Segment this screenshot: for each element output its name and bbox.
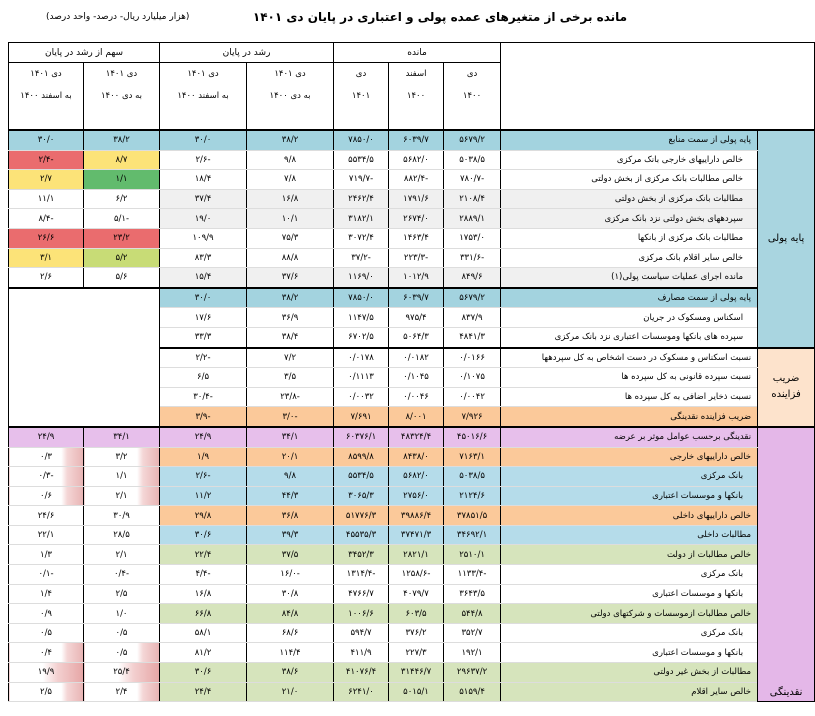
- balance-cell: ۰/۰۱۸۲: [389, 348, 444, 368]
- share-dey-cell: ۵/۲: [84, 248, 160, 268]
- table-row: [9, 584, 815, 604]
- share-dey-cell: ۱/۰: [84, 604, 160, 624]
- share-dey-cell: ۲۳/۲: [84, 228, 160, 248]
- balance-cell: ۳۴۶۹۲/۱: [444, 525, 501, 545]
- growth-cell: -۲/۶: [160, 467, 247, 487]
- balance-cell: ۳۱۸۲/۱: [334, 209, 389, 229]
- growth-cell: ۳۷/۵: [247, 545, 334, 565]
- growth-cell: ۹/۸: [247, 467, 334, 487]
- balance-cell: ۳۱۴۴۶/۷: [389, 663, 444, 683]
- balance-cell: ۰/۱۰۷۵: [444, 368, 501, 388]
- share-esf-cell: ۲۲/۱: [9, 525, 84, 545]
- share-esf-cell: ۳/۱: [9, 248, 84, 268]
- row-label: بانکها و موسسات اعتباری: [501, 486, 758, 506]
- share-dey-cell: ۲۸/۵: [84, 525, 160, 545]
- growth-cell: ۸۳/۳: [160, 248, 247, 268]
- share-esf-cell: -۲/۴: [9, 150, 84, 170]
- share-dey-cell: ۳۴/۱: [84, 427, 160, 447]
- balance-cell: ۶۰۳/۵: [389, 604, 444, 624]
- balance-cell: ۱۱۴۷/۵: [334, 308, 389, 328]
- balance-cell: ۰/۱۱۱۳: [334, 368, 389, 388]
- balance-cell: ۳۰۷۲/۴: [334, 228, 389, 248]
- share-esf-cell: ۰/۳: [9, 447, 84, 467]
- row-label: بانکها و موسسات اعتباری: [501, 643, 758, 663]
- growth-header: رشد در پایان: [160, 43, 334, 63]
- balance-cell: -۲۲۳/۳: [389, 248, 444, 268]
- row-label: بانک مرکزی: [501, 565, 758, 585]
- balance-cell: ۲۱۰۸/۴: [444, 189, 501, 209]
- share-esf-cell: -۰/۳: [9, 467, 84, 487]
- row-label: اسکناس ومسکوک در جریان: [501, 308, 758, 328]
- balance-cell: ۲۸۸۹/۱: [444, 209, 501, 229]
- balance-cell: ۵۶۸۲/۰: [389, 150, 444, 170]
- growth-cell: ۳۰/۶: [160, 525, 247, 545]
- balance-cell: ۷/۹۲۶: [444, 407, 501, 427]
- balance-cell: ۵۶۷۹/۲: [444, 130, 501, 150]
- table-row: [9, 663, 815, 683]
- share-esf-cell: ۲/۷: [9, 170, 84, 190]
- table-row: [9, 268, 815, 288]
- balance-cell: ۲۵۱۰/۱: [444, 545, 501, 565]
- balance-cell: ۱۰۰۶/۶: [334, 604, 389, 624]
- share-esf-cell: ۰/۶: [9, 486, 84, 506]
- balance-cell: -۳۳۱/۶: [444, 248, 501, 268]
- bal-year-esf: ۱۴۰۰: [389, 85, 444, 107]
- balance-cell: ۳۰۶۵/۳: [334, 486, 389, 506]
- table-row: [9, 130, 815, 150]
- share-dey-cell: ۲/۱: [84, 486, 160, 506]
- balance-cell: ۷۸۵۰/۰: [334, 130, 389, 150]
- balance-cell: ۳۴۵۲/۳: [334, 545, 389, 565]
- balance-cell: ۴۱۱/۹: [334, 643, 389, 663]
- growth-cell: -۲/۶: [160, 150, 247, 170]
- table-row: [9, 565, 815, 585]
- balance-cell: ۳۷۸۵۱/۵: [444, 506, 501, 526]
- balance-cell: ۲۷۵۶/۰: [389, 486, 444, 506]
- row-label: ضریب فزاینده نقدینگی: [501, 407, 758, 427]
- balance-cell: ۰/۰۰۳۲: [334, 387, 389, 407]
- category-base: پایه پولی: [758, 130, 815, 348]
- growth-cell: ۵۸/۱: [160, 623, 247, 643]
- growth-col-esf: دی ۱۴۰۱: [160, 63, 247, 86]
- share-dey-cell: ۶/۲: [84, 189, 160, 209]
- growth-cell: ۸۸/۸: [247, 248, 334, 268]
- table-row: [9, 467, 815, 487]
- row-label: بانک مرکزی: [501, 623, 758, 643]
- row-label: بانکها و موسسات اعتباری: [501, 584, 758, 604]
- share-dey-cell: ۲۵/۴: [84, 663, 160, 683]
- balance-cell: ۵۰۶۴/۳: [389, 327, 444, 347]
- share-sub-dey: به دی ۱۴۰۰: [84, 85, 160, 107]
- page-title: مانده برخی از متغیرهای عمده پولی و اعتباری در پایان دی ۱۴۰۱: [252, 10, 628, 24]
- balance-cell: ۱۷۹۱/۶: [389, 189, 444, 209]
- growth-cell: ۳۳/۳: [160, 327, 247, 347]
- growth-cell: ۱۰۹/۹: [160, 228, 247, 248]
- growth-cell: ۳۶/۹: [247, 308, 334, 328]
- balance-cell: ۲۶۷۴/۰: [389, 209, 444, 229]
- row-label: مطالبات بانک مرکزی از بخش دولتی: [501, 189, 758, 209]
- row-label: سپردههای بخش دولتی نزد بانک مرکزی: [501, 209, 758, 229]
- share-dey-cell: -۰/۴: [84, 565, 160, 585]
- growth-cell: ۱۹/۰: [160, 209, 247, 229]
- growth-cell: ۸۱/۲: [160, 643, 247, 663]
- growth-cell: ۲۴/۹: [160, 427, 247, 447]
- balance-cell: ۳۷۶/۲: [389, 623, 444, 643]
- table-row: [9, 545, 815, 565]
- monetary-table: [8, 42, 815, 702]
- category-liq: نقدینگی: [758, 427, 815, 702]
- balance-cell: ۲۲۷/۳: [389, 643, 444, 663]
- balance-cell: -۸۸۲/۴: [389, 170, 444, 190]
- growth-cell: ۱۶/۸: [160, 584, 247, 604]
- row-label: پایه پولی از سمت منابع: [501, 130, 758, 150]
- balance-cell: ۱۹۲/۱: [444, 643, 501, 663]
- growth-cell: ۲۴/۴: [160, 682, 247, 702]
- growth-cell: ۱۱۴/۴: [247, 643, 334, 663]
- growth-cell: -۲/۲: [160, 348, 247, 368]
- growth-cell: -۱۶/۰: [247, 565, 334, 585]
- row-label: مطالبات داخلی: [501, 525, 758, 545]
- growth-cell: ۲۲/۴: [160, 545, 247, 565]
- share-esf-cell: -۰/۱: [9, 565, 84, 585]
- balance-cell: ۱۷۵۳/۰: [444, 228, 501, 248]
- balance-cell: ۵۹۴/۷: [334, 623, 389, 643]
- table-row: [9, 189, 815, 209]
- balance-cell: ۴۱۰۷۶/۴: [334, 663, 389, 683]
- share-dey-cell: ۲/۵: [84, 584, 160, 604]
- growth-cell: ۱۷/۶: [160, 308, 247, 328]
- growth-cell: ۳۸/۴: [247, 327, 334, 347]
- row-label: مانده اجرای عملیات سیاست پولی(۱): [501, 268, 758, 288]
- row-label: خالص مطالبات از دولت: [501, 545, 758, 565]
- table-row: [9, 486, 815, 506]
- growth-cell: ۳۸/۲: [247, 130, 334, 150]
- balance-cell: ۲۱۲۴/۶: [444, 486, 501, 506]
- balance-cell: ۰/۰۰۴۲: [444, 387, 501, 407]
- balance-cell: ۵۴۴/۸: [444, 604, 501, 624]
- share-esf-cell: ۱/۳: [9, 545, 84, 565]
- balance-cell: -۷۸۰/۷: [444, 170, 501, 190]
- table-row: [9, 228, 815, 248]
- row-label: خالص داراییهای خارجی بانک مرکزی: [501, 150, 758, 170]
- growth-cell: ۲۹/۸: [160, 506, 247, 526]
- table-row: [9, 209, 815, 229]
- share-esf-cell: ۲۴/۶: [9, 506, 84, 526]
- growth-cell: ۳۷/۶: [247, 268, 334, 288]
- table-row: [9, 525, 815, 545]
- balance-cell: ۲۸۲۱/۱: [389, 545, 444, 565]
- balance-cell: ۸۴۹/۶: [444, 268, 501, 288]
- share-esf-cell: ۲/۵: [9, 682, 84, 702]
- balance-cell: ۲۴۶۲/۴: [334, 189, 389, 209]
- bal-col-1400: دی: [444, 63, 501, 86]
- balance-cell: ۶۰۳۹/۷: [389, 288, 444, 308]
- balance-cell: ۵۱۵۹/۴: [444, 682, 501, 702]
- growth-cell: -۴/۴: [160, 565, 247, 585]
- growth-cell: ۳۸/۲: [247, 288, 334, 308]
- share-esf-cell: ۲/۶: [9, 268, 84, 288]
- balance-cell: ۴۵۰۱۶/۶: [444, 427, 501, 447]
- share-dey-cell: ۳۸/۲: [84, 130, 160, 150]
- row-label: خالص مطالبات بانک مرکزی از بخش دولتی: [501, 170, 758, 190]
- row-label: نسبت سپرده قانونی به کل سپرده ها: [501, 368, 758, 388]
- growth-cell: -۳۰/۴: [160, 387, 247, 407]
- growth-cell: ۷۵/۳: [247, 228, 334, 248]
- growth-cell: -۳/۰: [247, 407, 334, 427]
- row-label: خالص داراییهای داخلی: [501, 506, 758, 526]
- table-row: [9, 447, 815, 467]
- balance-cell: ۲۹۶۳۷/۲: [444, 663, 501, 683]
- bal-col-esf: اسفند: [389, 63, 444, 86]
- share-esf-cell: ۳۰/۰: [9, 130, 84, 150]
- growth-cell: ۳۰/۰: [160, 288, 247, 308]
- balance-cell: ۵۶۷۹/۲: [444, 288, 501, 308]
- share-esf-cell: -۸/۴: [9, 209, 84, 229]
- share-dey-cell: ۱/۱: [84, 170, 160, 190]
- balance-cell: ۸۵۹۹/۸: [334, 447, 389, 467]
- balance-cell: ۶۷۰۲/۵: [334, 327, 389, 347]
- balance-cell: -۱۱۳۳/۴: [444, 565, 501, 585]
- growth-cell: ۷/۸: [247, 170, 334, 190]
- row-label: پایه پولی از سمت مصارف: [501, 288, 758, 308]
- balance-cell: ۴۵۵۳۵/۳: [334, 525, 389, 545]
- balance-cell: ۵۰۱۵/۱: [389, 682, 444, 702]
- growth-cell: ۹/۸: [247, 150, 334, 170]
- row-label: نسبت اسکناس و مسکوک در دست اشخاص به کل سپردهها: [501, 348, 758, 368]
- share-dey-cell: ۸/۷: [84, 150, 160, 170]
- share-dey-cell: -۵/۱: [84, 209, 160, 229]
- balance-cell: ۰/۰۰۴۶: [389, 387, 444, 407]
- growth-cell: ۱۶/۸: [247, 189, 334, 209]
- balance-cell: ۳۶۴۳/۵: [444, 584, 501, 604]
- share-dey-cell: ۳/۲: [84, 447, 160, 467]
- balance-cell: ۳۹۸۸۶/۴: [389, 506, 444, 526]
- bal-year-1400: ۱۴۰۰: [444, 85, 501, 107]
- balance-cell: ۳۵۲/۷: [444, 623, 501, 643]
- growth-cell: ۱۵/۴: [160, 268, 247, 288]
- balance-cell: ۴۷۶۶/۷: [334, 584, 389, 604]
- balance-cell: ۷/۶۹۱: [334, 407, 389, 427]
- category-mult: ضریب فزاینده: [758, 348, 815, 427]
- balance-cell: ۷۸۵۰/۰: [334, 288, 389, 308]
- share-esf-cell: ۱۹/۹: [9, 663, 84, 683]
- balance-cell: ۶۰۳۹/۷: [389, 130, 444, 150]
- share-dey-cell: ۲/۱: [84, 545, 160, 565]
- balance-cell: ۹۷۵/۴: [389, 308, 444, 328]
- table-row: [9, 623, 815, 643]
- table-row: [9, 427, 815, 447]
- table-row: [9, 288, 815, 308]
- row-label: مطالبات از بخش غیر دولتی: [501, 663, 758, 683]
- balance-cell: ۴۸۴۱/۳: [444, 327, 501, 347]
- balance-cell: ۴۰۷۹/۷: [389, 584, 444, 604]
- row-label: سپرده های بانکها وموسسات اعتباری نزد بانک مرکزی: [501, 327, 758, 347]
- balance-cell: ۸۴۳۸/۰: [389, 447, 444, 467]
- bal-year-1401: ۱۴۰۱: [334, 85, 389, 107]
- growth-cell: ۳/۵: [247, 368, 334, 388]
- growth-cell: ۱۸/۴: [160, 170, 247, 190]
- share-esf-cell: ۲۶/۶: [9, 228, 84, 248]
- balance-cell: ۵۶۸۲/۰: [389, 467, 444, 487]
- share-dey-cell: ۳۰/۹: [84, 506, 160, 526]
- growth-cell: ۲۱/۰: [247, 682, 334, 702]
- balance-cell: ۸/۰۰۱: [389, 407, 444, 427]
- growth-cell: ۱۰/۱: [247, 209, 334, 229]
- share-header: سهم از رشد در پایان: [9, 43, 160, 63]
- share-dey-cell: ۱/۱: [84, 467, 160, 487]
- balance-cell: ۷۱۶۳/۱: [444, 447, 501, 467]
- growth-cell: ۴۴/۳: [247, 486, 334, 506]
- table-row: [9, 506, 815, 526]
- growth-cell: ۳۴/۱: [247, 427, 334, 447]
- growth-cell: ۸۴/۸: [247, 604, 334, 624]
- balance-cell: ۵۱۷۷۶/۳: [334, 506, 389, 526]
- balance-cell: -۱۲۵۸/۶: [389, 565, 444, 585]
- growth-cell: ۶/۵: [160, 368, 247, 388]
- row-label: نقدینگی برحسب عوامل موثر بر عرضه: [501, 427, 758, 447]
- table-row: [9, 248, 815, 268]
- table-row: [9, 643, 815, 663]
- share-esf-cell: ۱/۴: [9, 584, 84, 604]
- growth-cell: ۳۶/۸: [247, 506, 334, 526]
- share-esf-cell: ۰/۴: [9, 643, 84, 663]
- growth-cell: ۶۸/۶: [247, 623, 334, 643]
- growth-cell: -۲۳/۸: [247, 387, 334, 407]
- growth-cell: ۷/۲: [247, 348, 334, 368]
- row-label: خالص سایر اقلام: [501, 682, 758, 702]
- balance-cell: ۱۰۱۲/۹: [389, 268, 444, 288]
- balance-cell: ۵۰۳۸/۵: [444, 467, 501, 487]
- growth-cell: -۳/۹: [160, 407, 247, 427]
- growth-cell: ۳۰/۰: [160, 130, 247, 150]
- row-label: نسبت ذخایر اضافی به کل سپرده ها: [501, 387, 758, 407]
- row-label: خالص سایر اقلام بانک مرکزی: [501, 248, 758, 268]
- share-dey-cell: ۲/۴: [84, 682, 160, 702]
- balance-cell: -۷۱۹/۷: [334, 170, 389, 190]
- growth-sub-dey: به دی ۱۴۰۰: [247, 85, 334, 107]
- balance-cell: ۱۱۶۹/۰: [334, 268, 389, 288]
- units-note: (هزار میلیارد ریال- درصد- واحد درصد): [46, 12, 190, 22]
- share-dey-cell: ۰/۵: [84, 643, 160, 663]
- balance-cell: ۰/۱۰۴۵: [389, 368, 444, 388]
- growth-cell: ۳۰/۶: [160, 663, 247, 683]
- balance-cell: ۶۰۳۷۶/۱: [334, 427, 389, 447]
- growth-col-dey: دی ۱۴۰۱: [247, 63, 334, 86]
- share-col-dey: دی ۱۴۰۱: [84, 63, 160, 86]
- share-esf-cell: ۰/۹: [9, 604, 84, 624]
- share-dey-cell: ۰/۵: [84, 623, 160, 643]
- share-esf-cell: ۱۱/۱: [9, 189, 84, 209]
- share-dey-cell: ۵/۶: [84, 268, 160, 288]
- growth-cell: ۲۰/۱: [247, 447, 334, 467]
- balance-cell: ۴۸۳۲۴/۴: [389, 427, 444, 447]
- table-row: [9, 170, 815, 190]
- balance-cell: ۵۵۳۴/۵: [334, 150, 389, 170]
- growth-cell: ۳۸/۶: [247, 663, 334, 683]
- share-esf-cell: ۲۴/۹: [9, 427, 84, 447]
- balance-cell: ۵۰۳۸/۵: [444, 150, 501, 170]
- table-row: [9, 150, 815, 170]
- balance-cell: ۸۳۷/۹: [444, 308, 501, 328]
- table-row: [9, 604, 815, 624]
- balance-cell: ۳۷۴۷۱/۳: [389, 525, 444, 545]
- table-row: [9, 682, 815, 702]
- balance-cell: -۱۳۱۴/۴: [334, 565, 389, 585]
- growth-cell: ۱۱/۲: [160, 486, 247, 506]
- share-esf-cell: ۰/۵: [9, 623, 84, 643]
- balance-cell: ۰/۰۱۷۸: [334, 348, 389, 368]
- balance-cell: -۳۷/۲: [334, 248, 389, 268]
- growth-cell: ۳۷/۴: [160, 189, 247, 209]
- growth-cell: ۶۶/۸: [160, 604, 247, 624]
- growth-sub-esf: به اسفند ۱۴۰۰: [160, 85, 247, 107]
- balance-cell: ۶۲۴۱/۰: [334, 682, 389, 702]
- growth-cell: ۱/۹: [160, 447, 247, 467]
- balance-header: مانده: [334, 43, 501, 63]
- growth-cell: ۳۰/۸: [247, 584, 334, 604]
- share-sub-esf: به اسفند ۱۴۰۰: [9, 85, 84, 107]
- row-label: خالص داراییهای خارجی: [501, 447, 758, 467]
- row-label: خالص مطالبات ازموسسات و شرکتهای دولتی: [501, 604, 758, 624]
- growth-cell: ۳۹/۳: [247, 525, 334, 545]
- balance-cell: ۰/۰۱۶۶: [444, 348, 501, 368]
- balance-cell: ۵۵۳۴/۵: [334, 467, 389, 487]
- row-label: مطالبات بانک مرکزی از بانکها: [501, 228, 758, 248]
- bal-col-1401: دی: [334, 63, 389, 86]
- row-label: بانک مرکزی: [501, 467, 758, 487]
- balance-cell: ۱۴۶۳/۴: [389, 228, 444, 248]
- share-col-esf: دی ۱۴۰۱: [9, 63, 84, 86]
